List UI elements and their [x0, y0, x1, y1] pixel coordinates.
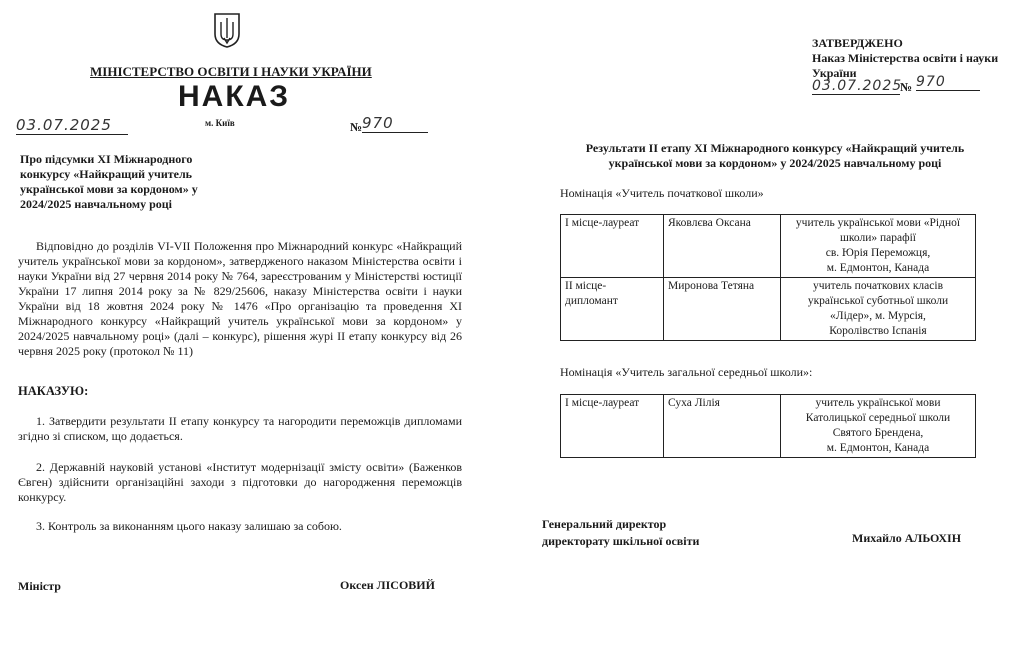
- ministry-name: МІНІСТЕРСТВО ОСВІТИ І НАУКИ УКРАЇНИ: [90, 64, 372, 79]
- annex-date: 03.07.2025: [812, 78, 903, 94]
- annex-number-label: №: [900, 80, 913, 94]
- description-cell: [781, 278, 976, 341]
- description-line: української суботньої школи: [807, 295, 949, 307]
- order-directive-heading: НАКАЗУЮ:: [18, 384, 89, 398]
- annex-number: 970: [916, 74, 980, 91]
- table-row: [561, 278, 976, 341]
- order-city: м. Київ: [205, 118, 235, 128]
- place-cell: II місце-дипломант: [561, 278, 664, 341]
- approval-text: Наказ Міністерства освіти і науки України: [812, 51, 999, 80]
- director-name: Михайло АЛЬОХІН: [852, 531, 962, 545]
- results-title: Результати II етапу XI Міжнародного конкурсу «Найкращий учитель української мови за кордоном» у 2024/2025 навчальному році: [585, 141, 965, 170]
- table-row: [561, 395, 976, 458]
- approval-title: ЗАТВЕРДЖЕНО: [812, 36, 903, 50]
- order-preamble: Відповідно до розділів VI-VII Положення про Міжнародний конкурс «Найкращий учитель української мови за кордоном», затвердженого наказом Міністерства освіти і науки України від 27 червня 2014 року № 764, зареєстрованим у Міністерстві юстиції України 17 липня 2014 року за № 829/25606, наказу Міністерства освіти і науки України від 18 жовтня 2024 року № 1476 «Про організацію та проведення XI Міжнародного конкурсу «Найкращий учитель української мови за кордоном» у 2024/2025 навчальному році» (далі – конкурс), рішення журі II етапу конкурсу від 26 червня 2025 року (протокол № 11): [18, 239, 462, 358]
- order-item-2: 2. Державній науковій установі «Інститут модернізації змісту освіти» (Баженков Євген) здійснити організаційні заходи з підготовки до нагородження переможців конкурсу.: [18, 460, 462, 504]
- director-position-line: директорату шкільної освіти: [542, 534, 700, 548]
- order-item-1: 1. Затвердити результати II етапу конкурсу та нагородити переможців дипломами згідно зі списком, що додається.: [18, 414, 462, 443]
- description-line: учитель української мови: [815, 397, 941, 409]
- description-line: св. Юрія Переможця,: [825, 247, 931, 259]
- description-line: «Лідер», м. Мурсія,: [830, 310, 926, 322]
- name-cell: Миронова Тетяна: [664, 278, 781, 341]
- description-line: м. Едмонтон, Канада: [826, 262, 930, 274]
- place-cell: I місце-лауреат: [561, 215, 664, 278]
- order-title: НАКАЗ: [178, 80, 291, 113]
- description-line: Католицької середньої школи: [805, 412, 951, 424]
- director-position-line: Генеральний директор: [542, 517, 667, 531]
- nomination-1-title: Номінація «Учитель початкової школи»: [560, 186, 764, 200]
- description-cell: [781, 395, 976, 458]
- description-line: Святого Брендена,: [832, 427, 924, 439]
- order-date: 03.07.2025: [16, 116, 128, 135]
- nomination-1-table: [560, 214, 976, 341]
- director-position: [542, 516, 699, 550]
- description-line: учитель української мови «Рідної: [795, 217, 961, 229]
- description-line: учитель початкових класів: [812, 280, 944, 292]
- nomination-2-title: Номінація «Учитель загальної середньої школи»:: [560, 365, 813, 379]
- description-line: школи» парафії: [840, 232, 916, 244]
- coat-of-arms-icon: [213, 12, 241, 48]
- order-item-3: 3. Контроль за виконанням цього наказу залишаю за собою.: [36, 519, 342, 533]
- description-line: Королівство Іспанія: [829, 325, 927, 337]
- nomination-2-table: [560, 394, 976, 458]
- place-cell: I місце-лауреат: [561, 395, 664, 458]
- description-cell: [781, 215, 976, 278]
- table-row: [561, 215, 976, 278]
- name-cell: Суха Лілія: [664, 395, 781, 458]
- name-cell: Яковлєва Оксана: [664, 215, 781, 278]
- minister-name: Оксен ЛІСОВИЙ: [340, 578, 435, 592]
- order-number: 970: [362, 114, 428, 133]
- minister-position: Міністр: [18, 579, 61, 593]
- order-subject: Про підсумки XI Міжнародного конкурсу «Найкращий учитель української мови за кордоном» у 2024/2025 навчальному році: [20, 152, 198, 211]
- description-line: м. Едмонтон, Канада: [826, 442, 930, 454]
- order-number-label: №: [350, 120, 363, 134]
